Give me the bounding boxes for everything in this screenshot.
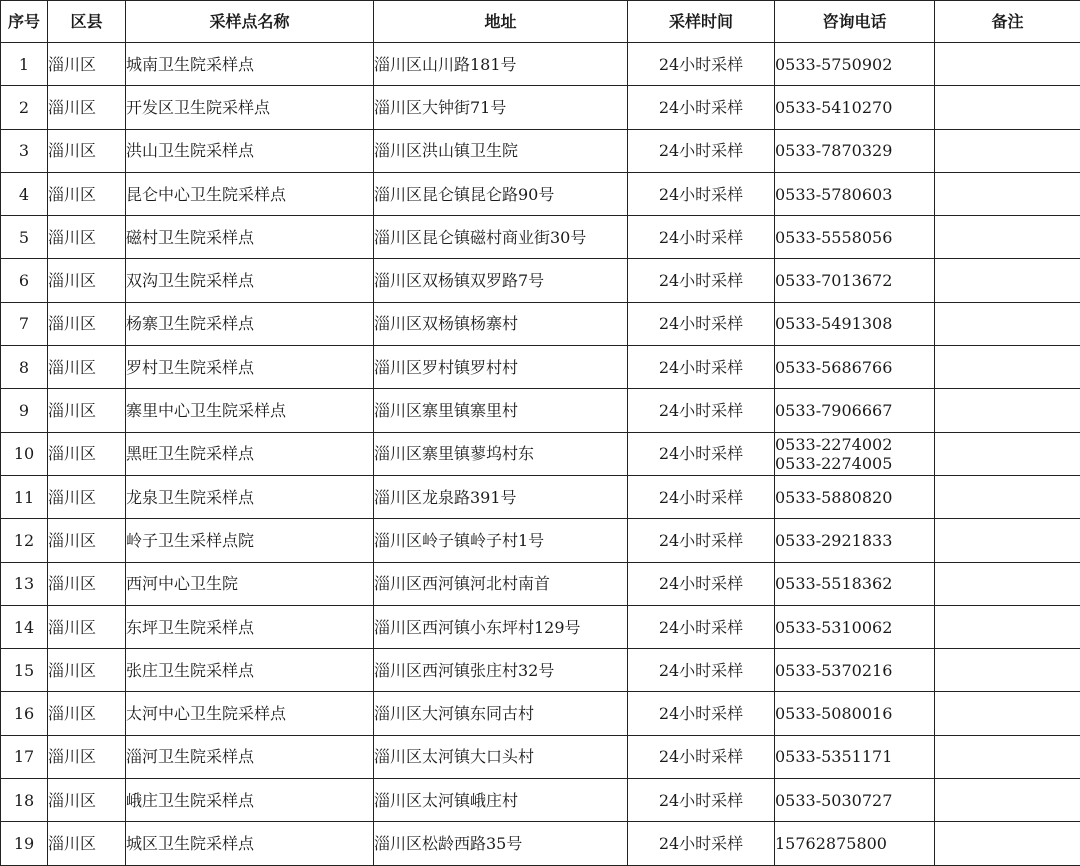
cell-phone xyxy=(775,216,935,259)
cell-sampling-time: 24小时采样 xyxy=(628,432,775,475)
cell-no: 2 xyxy=(1,86,48,129)
cell-address: 淄川区太河镇大口头村 xyxy=(374,735,628,778)
cell-site-name: 洪山卫生院采样点 xyxy=(126,129,374,172)
table-row xyxy=(1,43,1080,86)
table-row xyxy=(1,822,1080,865)
cell-phone xyxy=(775,692,935,735)
cell-sampling-time: 24小时采样 xyxy=(628,519,775,562)
cell-district: 淄川区 xyxy=(48,649,126,692)
cell-site-name: 城区卫生院采样点 xyxy=(126,822,374,865)
cell-address: 淄川区岭子镇岭子村1号 xyxy=(374,519,628,562)
phone-number: 0533-5080016 xyxy=(775,704,934,723)
cell-site-name: 黑旺卫生院采样点 xyxy=(126,432,374,475)
cell-sampling-time: 24小时采样 xyxy=(628,562,775,605)
cell-district: 淄川区 xyxy=(48,43,126,86)
cell-phone xyxy=(775,302,935,345)
cell-note xyxy=(935,735,1080,778)
cell-district: 淄川区 xyxy=(48,86,126,129)
cell-address: 淄川区双杨镇双罗路7号 xyxy=(374,259,628,302)
phone-number: 0533-7013672 xyxy=(775,271,934,290)
phone-number: 0533-5518362 xyxy=(775,574,934,593)
cell-no: 9 xyxy=(1,389,48,432)
cell-note xyxy=(935,779,1080,822)
cell-site-name: 开发区卫生院采样点 xyxy=(126,86,374,129)
cell-note xyxy=(935,649,1080,692)
cell-district: 淄川区 xyxy=(48,475,126,518)
cell-address: 淄川区罗村镇罗村村 xyxy=(374,346,628,389)
cell-no: 15 xyxy=(1,649,48,692)
table-row xyxy=(1,519,1080,562)
header-address: 地址 xyxy=(374,1,628,43)
cell-site-name: 寨里中心卫生院采样点 xyxy=(126,389,374,432)
table-row xyxy=(1,692,1080,735)
phone-number: 15762875800 xyxy=(775,834,934,853)
cell-address: 淄川区昆仑镇昆仑路90号 xyxy=(374,172,628,215)
cell-no: 5 xyxy=(1,216,48,259)
cell-address: 淄川区双杨镇杨寨村 xyxy=(374,302,628,345)
cell-district: 淄川区 xyxy=(48,692,126,735)
cell-phone xyxy=(775,129,935,172)
cell-no: 17 xyxy=(1,735,48,778)
cell-site-name: 岭子卫生采样点院 xyxy=(126,519,374,562)
cell-note xyxy=(935,562,1080,605)
cell-district: 淄川区 xyxy=(48,172,126,215)
cell-sampling-time: 24小时采样 xyxy=(628,822,775,865)
table-row xyxy=(1,302,1080,345)
phone-number: 0533-2274005 xyxy=(775,454,934,473)
cell-address: 淄川区寨里镇寨里村 xyxy=(374,389,628,432)
cell-phone xyxy=(775,432,935,475)
header-note: 备注 xyxy=(935,1,1080,43)
cell-note xyxy=(935,346,1080,389)
cell-site-name: 昆仑中心卫生院采样点 xyxy=(126,172,374,215)
cell-district: 淄川区 xyxy=(48,432,126,475)
cell-no: 19 xyxy=(1,822,48,865)
cell-note xyxy=(935,216,1080,259)
cell-address: 淄川区大河镇东同古村 xyxy=(374,692,628,735)
cell-phone xyxy=(775,86,935,129)
cell-note xyxy=(935,519,1080,562)
table-row xyxy=(1,779,1080,822)
table-row xyxy=(1,86,1080,129)
header-sampling-time: 采样时间 xyxy=(628,1,775,43)
cell-sampling-time: 24小时采样 xyxy=(628,649,775,692)
cell-address: 淄川区龙泉路391号 xyxy=(374,475,628,518)
cell-site-name: 太河中心卫生院采样点 xyxy=(126,692,374,735)
cell-sampling-time: 24小时采样 xyxy=(628,302,775,345)
cell-site-name: 龙泉卫生院采样点 xyxy=(126,475,374,518)
table-row xyxy=(1,346,1080,389)
cell-site-name: 西河中心卫生院 xyxy=(126,562,374,605)
cell-site-name: 峨庄卫生院采样点 xyxy=(126,779,374,822)
cell-address: 淄川区西河镇小东坪村129号 xyxy=(374,605,628,648)
cell-district: 淄川区 xyxy=(48,302,126,345)
cell-site-name: 磁村卫生院采样点 xyxy=(126,216,374,259)
cell-note xyxy=(935,172,1080,215)
cell-phone xyxy=(775,475,935,518)
cell-phone xyxy=(775,605,935,648)
cell-address: 淄川区松龄西路35号 xyxy=(374,822,628,865)
cell-no: 3 xyxy=(1,129,48,172)
cell-district: 淄川区 xyxy=(48,822,126,865)
table-row xyxy=(1,216,1080,259)
phone-number: 0533-5750902 xyxy=(775,55,934,74)
phone-number: 0533-2921833 xyxy=(775,531,934,550)
table-row xyxy=(1,129,1080,172)
cell-phone xyxy=(775,519,935,562)
table-row xyxy=(1,172,1080,215)
cell-phone xyxy=(775,562,935,605)
cell-note xyxy=(935,475,1080,518)
cell-district: 淄川区 xyxy=(48,389,126,432)
cell-address: 淄川区太河镇峨庄村 xyxy=(374,779,628,822)
cell-no: 8 xyxy=(1,346,48,389)
cell-district: 淄川区 xyxy=(48,605,126,648)
cell-address: 淄川区山川路181号 xyxy=(374,43,628,86)
phone-number: 0533-5310062 xyxy=(775,618,934,637)
cell-site-name: 杨寨卫生院采样点 xyxy=(126,302,374,345)
cell-address: 淄川区昆仑镇磁村商业街30号 xyxy=(374,216,628,259)
phone-number: 0533-5780603 xyxy=(775,185,934,204)
cell-sampling-time: 24小时采样 xyxy=(628,216,775,259)
cell-district: 淄川区 xyxy=(48,779,126,822)
cell-phone xyxy=(775,259,935,302)
cell-phone xyxy=(775,346,935,389)
cell-note xyxy=(935,43,1080,86)
cell-sampling-time: 24小时采样 xyxy=(628,86,775,129)
cell-address: 淄川区洪山镇卫生院 xyxy=(374,129,628,172)
header-district: 区县 xyxy=(48,1,126,43)
cell-no: 7 xyxy=(1,302,48,345)
cell-site-name: 城南卫生院采样点 xyxy=(126,43,374,86)
cell-note xyxy=(935,302,1080,345)
cell-district: 淄川区 xyxy=(48,519,126,562)
table-row xyxy=(1,432,1080,475)
cell-sampling-time: 24小时采样 xyxy=(628,735,775,778)
cell-site-name: 罗村卫生院采样点 xyxy=(126,346,374,389)
cell-note xyxy=(935,692,1080,735)
header-row xyxy=(1,1,1080,43)
cell-district: 淄川区 xyxy=(48,129,126,172)
cell-address: 淄川区寨里镇蓼坞村东 xyxy=(374,432,628,475)
phone-number: 0533-5030727 xyxy=(775,791,934,810)
phone-number: 0533-5410270 xyxy=(775,98,934,117)
cell-district: 淄川区 xyxy=(48,346,126,389)
cell-address: 淄川区西河镇河北村南首 xyxy=(374,562,628,605)
phone-number: 0533-2274002 xyxy=(775,435,934,454)
phone-number: 0533-5686766 xyxy=(775,358,934,377)
cell-district: 淄川区 xyxy=(48,259,126,302)
cell-no: 6 xyxy=(1,259,48,302)
cell-note xyxy=(935,86,1080,129)
cell-note xyxy=(935,432,1080,475)
table-header xyxy=(1,1,1080,43)
cell-sampling-time: 24小时采样 xyxy=(628,605,775,648)
cell-note xyxy=(935,129,1080,172)
cell-phone xyxy=(775,43,935,86)
cell-sampling-time: 24小时采样 xyxy=(628,172,775,215)
cell-phone xyxy=(775,735,935,778)
table-row xyxy=(1,649,1080,692)
header-site-name: 采样点名称 xyxy=(126,1,374,43)
cell-no: 1 xyxy=(1,43,48,86)
cell-district: 淄川区 xyxy=(48,216,126,259)
cell-site-name: 双沟卫生院采样点 xyxy=(126,259,374,302)
table-row xyxy=(1,735,1080,778)
table-row xyxy=(1,259,1080,302)
cell-note xyxy=(935,389,1080,432)
cell-sampling-time: 24小时采样 xyxy=(628,43,775,86)
cell-sampling-time: 24小时采样 xyxy=(628,389,775,432)
phone-number: 0533-7870329 xyxy=(775,141,934,160)
cell-no: 11 xyxy=(1,475,48,518)
cell-phone xyxy=(775,172,935,215)
cell-no: 10 xyxy=(1,432,48,475)
cell-no: 4 xyxy=(1,172,48,215)
cell-no: 14 xyxy=(1,605,48,648)
phone-number: 0533-5370216 xyxy=(775,661,934,680)
cell-sampling-time: 24小时采样 xyxy=(628,129,775,172)
cell-site-name: 淄河卫生院采样点 xyxy=(126,735,374,778)
cell-no: 12 xyxy=(1,519,48,562)
table-row xyxy=(1,475,1080,518)
cell-address: 淄川区西河镇张庄村32号 xyxy=(374,649,628,692)
cell-site-name: 东坪卫生院采样点 xyxy=(126,605,374,648)
phone-number: 0533-5880820 xyxy=(775,488,934,507)
table-row xyxy=(1,562,1080,605)
header-phone: 咨询电话 xyxy=(775,1,935,43)
table-body xyxy=(1,43,1080,866)
cell-sampling-time: 24小时采样 xyxy=(628,779,775,822)
cell-sampling-time: 24小时采样 xyxy=(628,692,775,735)
phone-number: 0533-5558056 xyxy=(775,228,934,247)
cell-no: 13 xyxy=(1,562,48,605)
phone-number: 0533-7906667 xyxy=(775,401,934,420)
cell-district: 淄川区 xyxy=(48,562,126,605)
cell-district: 淄川区 xyxy=(48,735,126,778)
table-row xyxy=(1,605,1080,648)
table-row xyxy=(1,389,1080,432)
phone-number: 0533-5491308 xyxy=(775,314,934,333)
cell-site-name: 张庄卫生院采样点 xyxy=(126,649,374,692)
cell-phone xyxy=(775,822,935,865)
header-no: 序号 xyxy=(1,1,48,43)
cell-sampling-time: 24小时采样 xyxy=(628,259,775,302)
cell-sampling-time: 24小时采样 xyxy=(628,475,775,518)
cell-no: 18 xyxy=(1,779,48,822)
cell-no: 16 xyxy=(1,692,48,735)
cell-note xyxy=(935,605,1080,648)
cell-phone xyxy=(775,389,935,432)
cell-note xyxy=(935,822,1080,865)
cell-note xyxy=(935,259,1080,302)
cell-address: 淄川区大钟街71号 xyxy=(374,86,628,129)
cell-sampling-time: 24小时采样 xyxy=(628,346,775,389)
cell-phone xyxy=(775,649,935,692)
phone-number: 0533-5351171 xyxy=(775,747,934,766)
cell-phone xyxy=(775,779,935,822)
